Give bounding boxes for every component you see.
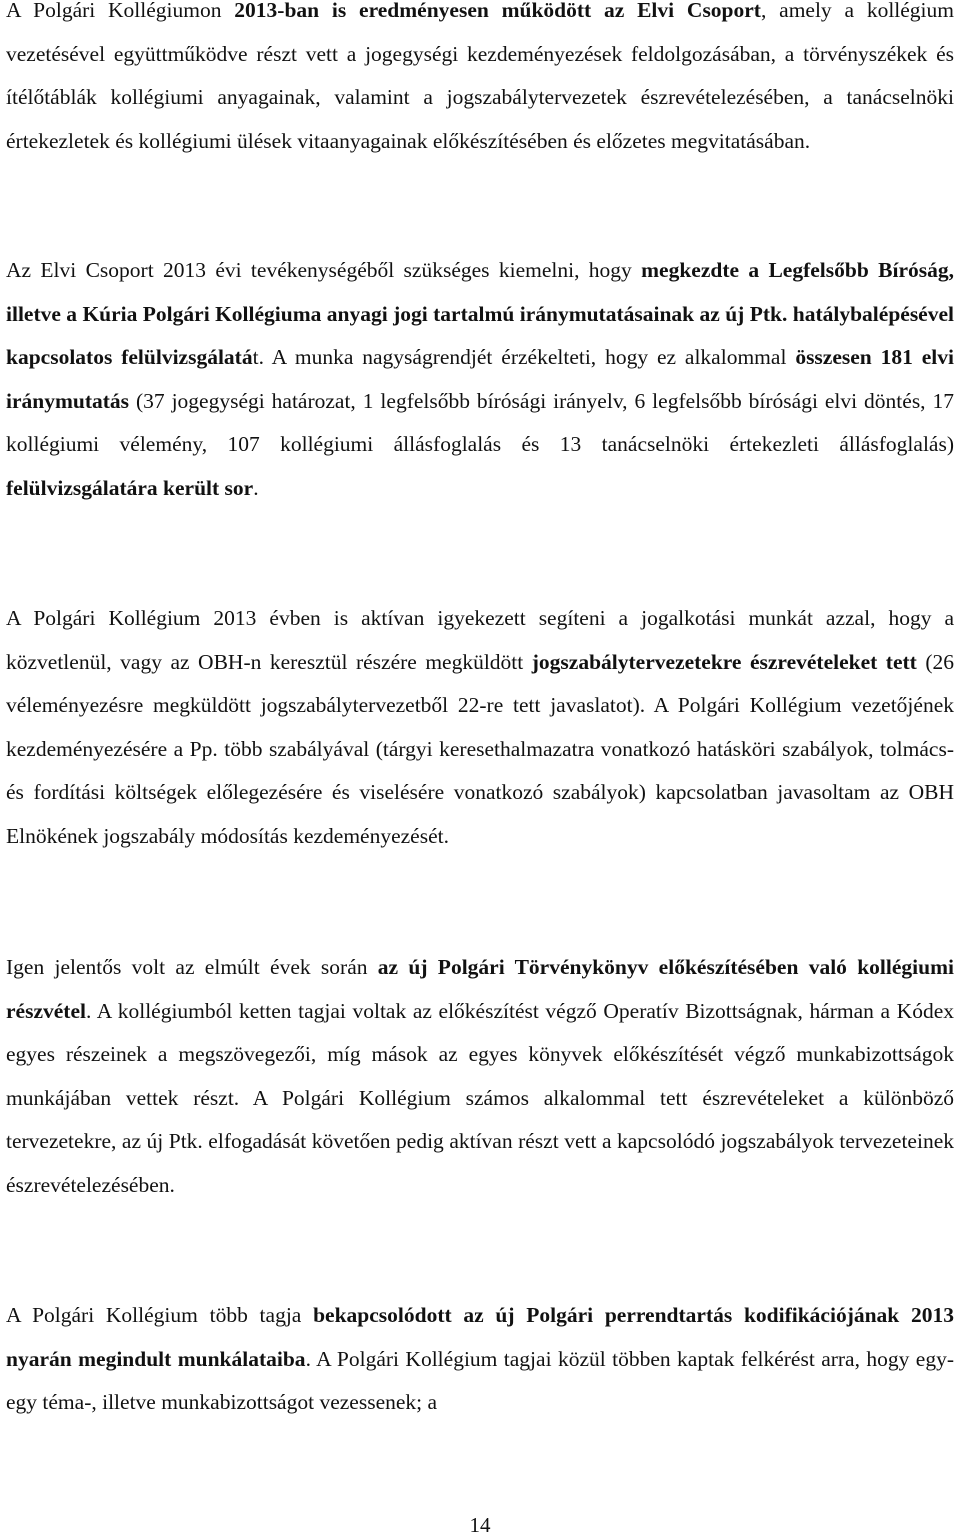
text-segment: t. A munka nagyságrendjét érzékelteti, hogy ez alkalommal	[252, 345, 796, 369]
paragraph-felulvizsgalat	[6, 249, 954, 510]
paragraph-jogalkotas	[6, 597, 954, 858]
text-segment: Igen jelentős volt az elmúlt évek során	[6, 955, 378, 979]
bold-text-segment: bekapcsolódott az új Polgári perrendtartás kodifikációjának 2013 nyarán megindult munkálataiba	[6, 1303, 954, 1371]
bold-text-segment: összesen 181 elvi iránymutatás	[6, 345, 955, 413]
text-segment: . A kollégiumból ketten tagjai voltak az előkészítést végző Operatív Bizottságnak, hárman a Kódex egyes részeinek a megszövegezői, míg mások az egyes könyvek előkészítését végző munkabizottságok munkájában vettek részt. A Polgári Kollégium számos alkalommal tett észrevételeket a különböző tervezetekre, az új Ptk. elfogadását követően pedig aktívan részt vett a kapcsolódó jogszabályok tervezeteinek észrevételezésében.	[6, 998, 954, 1197]
bold-text-segment: felülvizsgálatára került sor	[6, 475, 254, 500]
bold-text-segment: az új Polgári Törvénykönyv előkészítésében való kollégiumi részvétel	[6, 955, 954, 1023]
page-number: 14	[469, 1513, 491, 1537]
text-segment: A Polgári Kollégium 2013 évben is aktívan igyekezett segíteni a jogalkotási munkát azzal, hogy a közvetlenül, vagy az OBH-n keresztül részére megküldött	[6, 606, 954, 674]
text-segment: , amely a kollégium vezetésével együttműködve részt vett a jogegységi kezdeményezések feldolgozásában, a törvényszékek és ítélőtáblák kollégiumi anyagainak, valamint a jogszabálytervezetek észrevételezésében, a tanácselnöki értekezletek és kollégiumi ülések vitaanyagainak előkészítésében és előzetes megvitatásában.	[6, 0, 954, 153]
text-segment: .	[253, 475, 259, 500]
bold-text-segment: megkezdte a Legfelsőbb Bíróság, illetve a Kúria Polgári Kollégiuma anyagi jogi tartalmú iránymutatásainak az új Ptk. hatálybalépésével kapcsolatos felülvizsgálatá	[6, 258, 954, 369]
text-segment: (37 jogegységi határozat, 1 legfelsőbb bírósági irányelv, 6 legfelsőbb bírósági elvi döntés, 17 kollégiumi vélemény, 107 kollégiumi állásfoglalás és 13 tanácselnöki értekezleti állásfoglalás)	[6, 388, 954, 456]
bold-text-segment: jogszabálytervezetekre észrevételeket tett	[531, 649, 917, 674]
text-segment: . A Polgári Kollégium tagjai közül többen kaptak felkérést arra, hogy egy-egy téma-, illetve munkabizottságot vezessenek; a	[6, 1346, 954, 1414]
text-segment: Az Elvi Csoport 2013 évi tevékenységéből szükséges kiemelni, hogy	[6, 258, 642, 282]
text-segment: A Polgári Kollégium több tagja	[6, 1303, 314, 1327]
text-segment: (26 véleményezésre megküldött jogszabálytervezetből 22-re tett javaslatot). A Polgári Kollégium vezetőjének kezdeményezésére a Pp. több szabályával (tárgyi keresethalmazatra vonatkozó hatásköri szabályok, tolmács- és fordítási költségek előlegezésére és viselésére vonatkozó szabályok) kapcsolatban javasoltam az OBH Elnökének jogszabály módosítás kezdeményezését.	[6, 649, 954, 848]
text-segment: A Polgári Kollégiumon	[6, 0, 235, 22]
paragraph-elvi-csoport	[6, 0, 954, 163]
paragraph-polgari-torvenykonyv	[6, 946, 954, 1207]
paragraph-perrendtartas	[6, 1294, 954, 1425]
bold-text-segment: 2013-ban is eredményesen működött az Elvi Csoport	[234, 0, 761, 22]
